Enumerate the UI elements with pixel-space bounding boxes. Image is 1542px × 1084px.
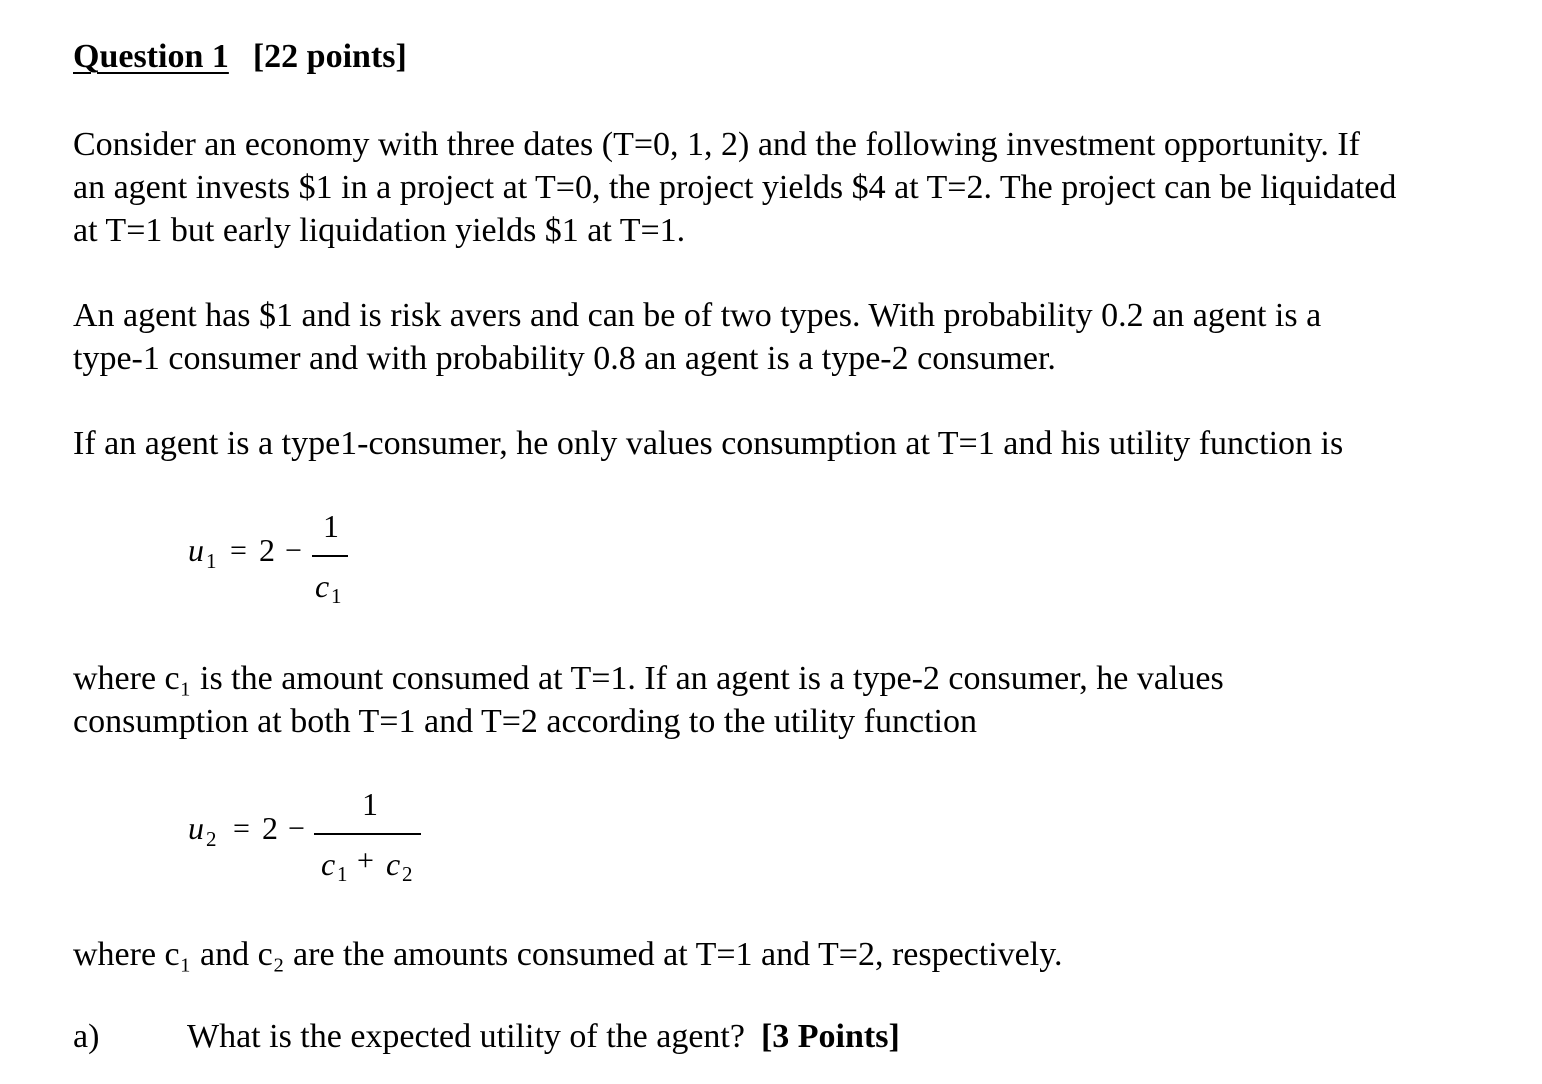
- eq1-equals-sign: =: [230, 534, 247, 567]
- eq2-lhs-subscript: 2: [206, 827, 217, 851]
- eq1-denominator-subscript: 1: [331, 584, 342, 608]
- eq2-constant: 2: [262, 810, 278, 846]
- part-a-points: [3 Points]: [760, 1018, 900, 1055]
- eq2-lhs-variable: u: [188, 810, 204, 846]
- eq2-plus-sign: +: [357, 844, 374, 877]
- paragraph-line: where c₁ and c₂ are the amounts consumed at T=1 and T=2, respectively.: [73, 936, 1063, 973]
- part-a-question: [187, 1018, 900, 1056]
- eq2-denominator-subscript-2: 2: [402, 862, 413, 886]
- part-a-text: What is the expected utility of the agent?: [187, 1018, 745, 1055]
- eq1-numerator: 1: [323, 508, 339, 544]
- eq2-denominator-variable-1: c: [321, 846, 336, 882]
- paragraph-line: consumption at both T=1 and T=2 according to the utility function: [73, 703, 977, 740]
- eq1-lhs-subscript: 1: [206, 549, 217, 573]
- eq2-numerator: 1: [362, 786, 378, 822]
- paragraph-line: an agent invests $1 in a project at T=0, the project yields $4 at T=2. The project can be liquidated: [73, 169, 1397, 206]
- question-title: Question 1: [73, 38, 229, 75]
- eq1-minus-sign: −: [285, 534, 302, 567]
- part-a-label: a): [73, 1018, 100, 1055]
- paragraph-line: An agent has $1 and is risk avers and can be of two types. With probability 0.2 an agent is a: [73, 297, 1322, 334]
- eq2-equals-sign: =: [233, 812, 250, 845]
- eq1-constant: 2: [259, 532, 275, 568]
- question-points: [22 points]: [252, 38, 407, 75]
- eq2-fraction-bar: [314, 833, 421, 835]
- paragraph-line: type-1 consumer and with probability 0.8 an agent is a type-2 consumer.: [73, 340, 1056, 377]
- eq2-minus-sign: −: [288, 812, 305, 845]
- eq1-lhs-variable: u: [188, 532, 204, 568]
- eq1-denominator-variable: c: [315, 568, 330, 604]
- paragraph-line: If an agent is a type1-consumer, he only values consumption at T=1 and his utility function is: [73, 425, 1344, 462]
- paragraph-line: where c₁ is the amount consumed at T=1. If an agent is a type-2 consumer, he values: [73, 660, 1224, 697]
- eq2-denominator-variable-2: c: [386, 846, 401, 882]
- paragraph-line: Consider an economy with three dates (T=0, 1, 2) and the following investment opportunity. If: [73, 126, 1360, 163]
- paragraph-line: at T=1 but early liquidation yields $1 at T=1.: [73, 212, 686, 249]
- paragraph-definitions: [73, 933, 1063, 976]
- eq2-denominator-subscript-1: 1: [337, 862, 348, 886]
